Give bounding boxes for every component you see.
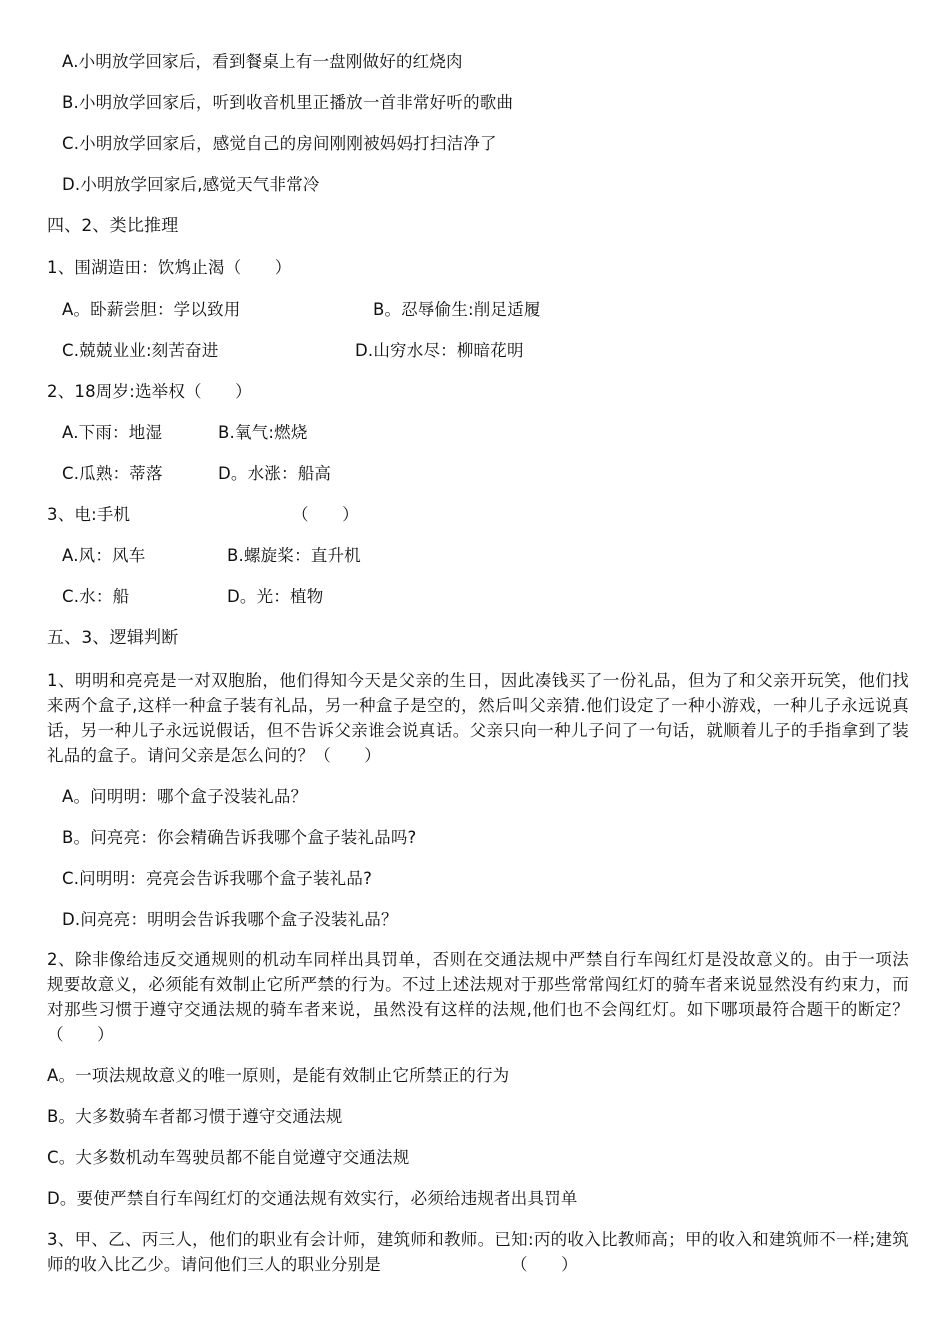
option-d: D。光：植物 bbox=[227, 587, 324, 606]
option-c: C.问明明：亮亮会告诉我哪个盒子装礼品? bbox=[62, 869, 373, 888]
option-d: D.问亮亮：明明会告诉我哪个盒子没装礼品？ bbox=[62, 910, 398, 929]
option-b: B。忍辱偷生:削足适履 bbox=[373, 300, 541, 319]
option-b: B。问亮亮：你会精确告诉我哪个盒子装礼品吗? bbox=[62, 828, 417, 847]
answer-blank: （ ） bbox=[292, 505, 359, 524]
option-a: A.风：风车 bbox=[62, 546, 146, 565]
question-stem: 3、电:手机 bbox=[47, 505, 131, 524]
option-c: C.水：船 bbox=[62, 587, 130, 606]
question-stem: 1、围湖造田：饮鸩止渴（ ） bbox=[47, 258, 292, 277]
answer-blank: （ ） bbox=[511, 1255, 578, 1274]
option-d: D.小明放学回家后,感觉天气非常冷 bbox=[62, 175, 320, 194]
option-a: A。卧薪尝胆：学以致用 bbox=[62, 300, 241, 319]
section-heading-analogy: 四、2、类比推理 bbox=[47, 216, 179, 236]
question-stem: 2、除非像给违反交通规则的机动车同样出具罚单，否则在交通法规中严禁自行车闯红灯是没故意义的。由于一项法规要故意义，必须能有效制止它所严禁的行为。不过上述法规对于那些常常闯红灯的骑车者来说显然没有约束力，而对那些习惯于遵守交通法规的骑车者来说，虽然没有这样的法规,他们也不会闯红灯。如下哪项最符合题干的断定？（ ） bbox=[47, 950, 909, 1044]
option-c: C.兢兢业业:刻苦奋进 bbox=[62, 341, 219, 360]
question-stem bbox=[47, 1227, 909, 1277]
option-b: B.氧气:燃烧 bbox=[218, 423, 308, 442]
option-b: B.小明放学回家后，听到收音机里正播放一首非常好听的歌曲 bbox=[62, 93, 514, 112]
option-d: D。水涨：船高 bbox=[218, 464, 332, 483]
option-a: A。问明明：哪个盒子没装礼品？ bbox=[62, 787, 308, 806]
option-a: A.小明放学回家后，看到餐桌上有一盘刚做好的红烧肉 bbox=[62, 52, 463, 71]
question-stem: 1、明明和亮亮是一对双胞胎，他们得知今天是父亲的生日，因此凑钱买了一份礼品，但为了和父亲开玩笑，他们找来两个盒子,这样一种盒子装有礼品，另一种盒子是空的，然后叫父亲猜.他们设定了一种小游戏，一种儿子永远说真话，另一种儿子永远说假话，但不告诉父亲谁会说真话。父亲只向一种儿子问了一句话，就顺着儿子的手指拿到了装礼品的盒子。请问父亲是怎么问的？（ ） bbox=[47, 671, 909, 765]
option-d: D.山穷水尽：柳暗花明 bbox=[355, 341, 524, 360]
option-c: C.小明放学回家后，感觉自己的房间刚刚被妈妈打扫洁净了 bbox=[62, 134, 497, 153]
option-a: A。一项法规故意义的唯一原则，是能有效制止它所禁正的行为 bbox=[47, 1066, 510, 1085]
option-b: B.螺旋桨：直升机 bbox=[227, 546, 361, 565]
question-stem: 2、18周岁:选举权（ ） bbox=[47, 382, 252, 401]
option-a: A.下雨：地湿 bbox=[62, 423, 163, 442]
section-heading-logic: 五、3、逻辑判断 bbox=[47, 628, 179, 648]
option-b: B。大多数骑车者都习惯于遵守交通法规 bbox=[47, 1107, 343, 1126]
question-text: 3、甲、乙、丙三人，他们的职业有会计师，建筑师和教师。已知:丙的收入比教师高；甲的收入和建筑师不一样;建筑师的收入比乙少。请问他们三人的职业分别是 bbox=[47, 1230, 909, 1274]
option-c: C.瓜熟：蒂落 bbox=[62, 464, 163, 483]
option-c: C。大多数机动车驾驶员都不能自觉遵守交通法规 bbox=[47, 1148, 410, 1167]
option-d: D。要使严禁自行车闯红灯的交通法规有效实行，必须给违规者出具罚单 bbox=[47, 1189, 578, 1208]
